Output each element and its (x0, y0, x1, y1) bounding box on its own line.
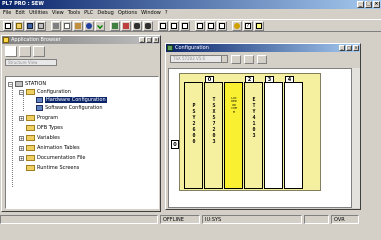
key-icon (234, 23, 240, 29)
expand-icon[interactable]: + (20, 135, 24, 141)
window-1-button[interactable] (158, 21, 168, 31)
folder-icon (26, 155, 35, 161)
menu-bar (0, 9, 381, 18)
menu-tools[interactable]: Tools (67, 10, 81, 16)
tab-structure-view[interactable] (5, 46, 17, 57)
tree-item-configuration[interactable] (19, 88, 71, 96)
cut-icon (53, 23, 59, 29)
cut-button[interactable] (51, 21, 61, 31)
status-empty (304, 215, 329, 224)
config-minimize-button[interactable]: _ (341, 45, 343, 50)
vertical-scrollbar[interactable] (352, 68, 360, 208)
structure-tree (5, 76, 159, 209)
tree-item-hardware-configuration[interactable] (36, 96, 107, 104)
paste-button[interactable] (73, 21, 83, 31)
tree-item-documentation-file[interactable] (19, 154, 86, 162)
window-icon (171, 23, 177, 29)
slot-number: 0 (205, 76, 214, 83)
slot-comm[interactable] (224, 82, 243, 189)
slot-module-label: PSY 2600 (192, 103, 199, 145)
expand-icon[interactable]: + (20, 115, 24, 121)
close-button[interactable]: × (374, 1, 379, 7)
config-icon (167, 45, 173, 51)
view-selector[interactable]: Structure View (5, 59, 57, 66)
connect-icon (123, 23, 129, 29)
window-3-button[interactable] (180, 21, 190, 31)
copy-button[interactable] (62, 21, 72, 31)
config-close-button[interactable]: × (354, 45, 358, 50)
status-mode: OFFLINE (160, 215, 200, 224)
folder-icon (26, 165, 35, 171)
slot-module-label: LOCKED 00 COMM (231, 96, 239, 114)
folder-icon (26, 145, 35, 151)
config-maximize-button[interactable]: □ (347, 45, 351, 50)
menu-debug[interactable]: Debug (97, 10, 114, 16)
folder-icon (26, 115, 35, 121)
tree-label: DFB Types (37, 125, 63, 131)
processor-select-value: TSX 57203 V5.6 (173, 56, 206, 61)
checkmark-icon (97, 23, 103, 29)
undo-icon (86, 23, 92, 29)
processor-select[interactable] (170, 55, 228, 63)
main-toolbar (0, 19, 381, 32)
collapse-icon[interactable]: − (9, 81, 13, 87)
window-2-button[interactable] (169, 21, 179, 31)
paste-icon (75, 23, 81, 29)
window-4-button[interactable] (195, 21, 205, 31)
binoculars-icon (134, 23, 140, 29)
print-icon (38, 23, 44, 29)
replace-button[interactable] (143, 21, 153, 31)
folder-icon (26, 125, 35, 131)
config-title: Configuration (175, 45, 209, 51)
tree-label: STATION (25, 81, 47, 87)
check-button[interactable] (95, 21, 105, 31)
slot-2[interactable] (244, 77, 263, 189)
config-tool-2-button[interactable] (244, 55, 254, 64)
config-title-bar (166, 44, 360, 52)
help-button[interactable] (243, 21, 253, 31)
window-icon (208, 23, 214, 29)
tree-label: Runtime Screens (37, 165, 80, 171)
window-icon (160, 23, 166, 29)
tree-label: Program (37, 115, 59, 121)
window-6-button[interactable] (217, 21, 227, 31)
context-help-icon (256, 23, 262, 29)
slot-0[interactable] (204, 77, 223, 189)
slot-number: 4 (285, 76, 294, 83)
key-button[interactable] (232, 21, 242, 31)
browser-title-bar (2, 36, 160, 44)
new-file-icon (5, 23, 11, 29)
menu-file[interactable]: File (3, 10, 12, 16)
tree-item-station[interactable] (8, 80, 46, 88)
print-button[interactable] (36, 21, 46, 31)
browser-minimize-button[interactable]: _ (141, 37, 143, 42)
app-title: PL7 PRO : SEW (2, 1, 44, 7)
browser-title: Application Browser (11, 37, 61, 43)
status-target: IU:SYS (202, 215, 302, 224)
replace-icon (145, 23, 151, 29)
menu-help[interactable]: ? (164, 10, 168, 16)
window-5-button[interactable] (206, 21, 216, 31)
tree-item-animation-tables[interactable] (19, 144, 80, 152)
save-icon (27, 23, 33, 29)
copy-icon (64, 23, 70, 29)
config-tool-1-button[interactable] (231, 55, 241, 64)
tree-label: Documentation File (37, 155, 86, 161)
config-tool-3-button[interactable] (257, 55, 267, 64)
station-icon (15, 81, 23, 87)
minimize-button[interactable]: _ (357, 1, 364, 8)
tree-item-dfb-types[interactable] (19, 124, 63, 132)
config-toolbar (166, 52, 360, 66)
app-title-bar (0, 0, 381, 9)
slot-4[interactable] (284, 77, 303, 189)
slot-number: 2 (245, 76, 254, 83)
tab-functional-view[interactable] (19, 46, 31, 57)
slot-module-label: TSX 57203 (212, 97, 219, 145)
expand-icon[interactable]: + (20, 145, 24, 151)
rack-canvas (168, 68, 352, 208)
new-button[interactable] (3, 21, 13, 31)
configuration-window (165, 43, 361, 210)
context-help-button[interactable] (254, 21, 264, 31)
undo-button[interactable] (84, 21, 94, 31)
save-button[interactable] (25, 21, 35, 31)
folder-open-icon (26, 89, 35, 95)
tree-label: Variables (37, 135, 60, 141)
menu-window[interactable]: Window (141, 10, 161, 16)
tree-item-variables[interactable] (19, 134, 60, 142)
tree-item-runtime-screens[interactable] (19, 164, 79, 172)
window-icon (197, 23, 203, 29)
open-button[interactable] (14, 21, 24, 31)
application-browser (1, 35, 161, 212)
status-ovr: OVR (331, 215, 359, 224)
browser-tabs (2, 44, 160, 58)
connect-button[interactable] (121, 21, 131, 31)
menu-utilities[interactable]: Utilities (29, 10, 48, 16)
tree-item-software-configuration[interactable] (36, 104, 103, 112)
tree-label: Animation Tables (37, 145, 80, 151)
window-icon (182, 23, 188, 29)
status-message (0, 215, 158, 224)
browser-icon (3, 37, 9, 43)
expand-icon[interactable]: + (20, 155, 24, 161)
help-icon: ? (246, 22, 250, 29)
tree-label: Hardware Configuration (46, 97, 106, 103)
menu-options[interactable]: Options (117, 10, 138, 16)
tab-other-view[interactable] (33, 46, 45, 57)
tree-label: Software Configuration (45, 105, 103, 111)
menu-view[interactable]: View (51, 10, 64, 16)
open-folder-icon (16, 23, 22, 29)
chevron-down-icon[interactable] (221, 56, 227, 62)
browser-close-button[interactable]: × (154, 37, 158, 42)
transfer-icon (112, 23, 118, 29)
collapse-icon[interactable]: − (20, 89, 24, 95)
rack (179, 73, 321, 191)
slot-number: 3 (265, 76, 274, 83)
window-icon (219, 23, 225, 29)
maximize-button[interactable]: □ (366, 1, 371, 7)
rack-number: 0 (171, 140, 179, 149)
browser-maximize-button[interactable]: □ (147, 37, 151, 42)
slot-module-label: ETY 4103 (252, 97, 259, 139)
search-button[interactable] (132, 21, 142, 31)
tree-item-program[interactable] (19, 114, 58, 122)
slot-3[interactable] (264, 77, 283, 189)
hardware-config-icon (36, 97, 43, 103)
folder-icon (26, 135, 35, 141)
status-bar (0, 214, 381, 225)
slot-power-supply[interactable] (184, 82, 203, 189)
menu-edit[interactable]: Edit (15, 10, 26, 16)
tree-label: Configuration (37, 89, 71, 95)
menu-plc[interactable]: PLC (84, 10, 94, 16)
transfer-button[interactable] (110, 21, 120, 31)
software-config-icon (36, 105, 43, 111)
